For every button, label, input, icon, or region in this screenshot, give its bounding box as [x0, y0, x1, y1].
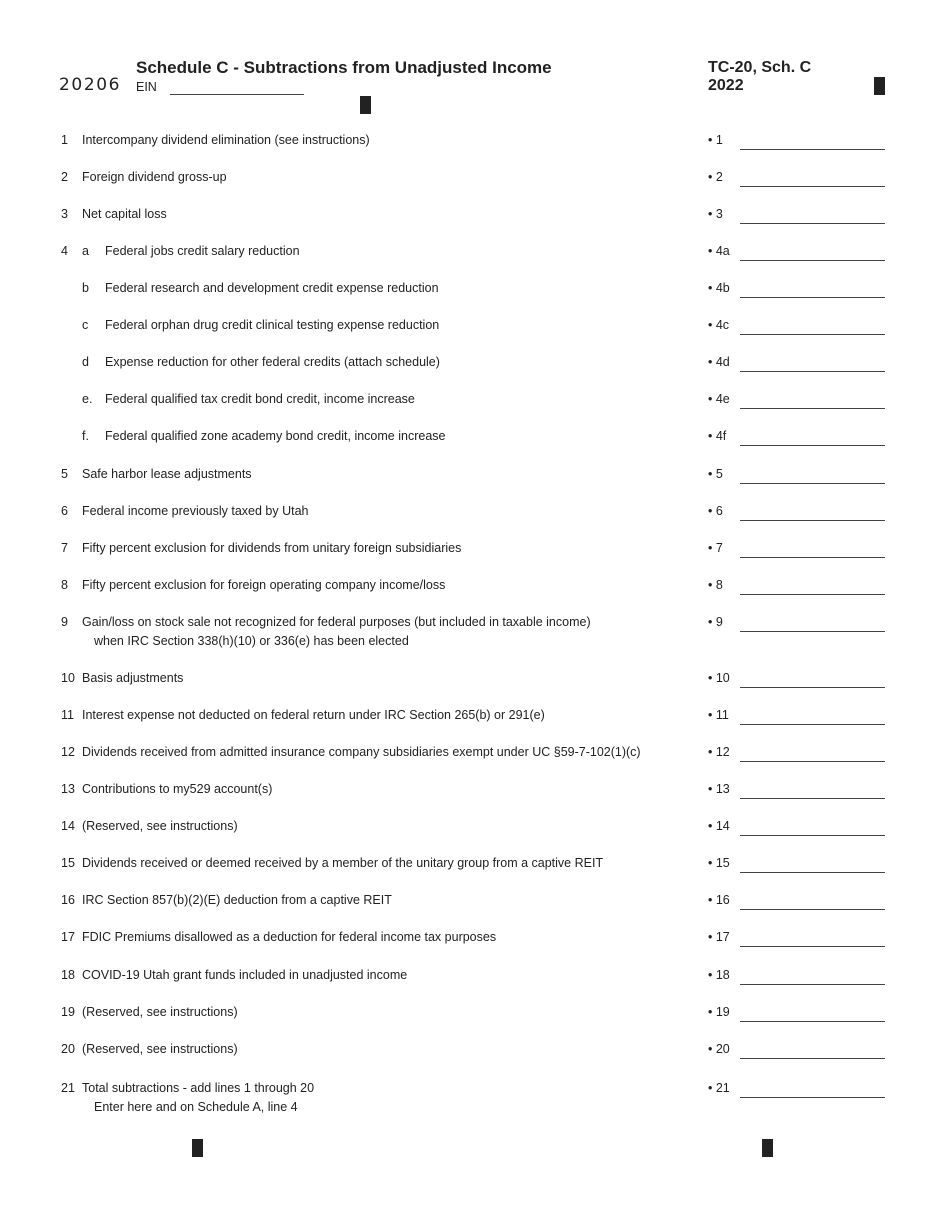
line-label: Federal orphan drug credit clinical testing expense reduction — [105, 318, 440, 332]
line-number: 12 — [61, 745, 75, 759]
line-number: 13 — [61, 782, 75, 796]
line-label: Interest expense not deducted on federal return under IRC Section 265(b) or 291(e) — [82, 708, 545, 722]
line-tag: • 14 — [708, 819, 730, 833]
line-18 — [0, 968, 950, 990]
line-label: Fifty percent exclusion for dividends from unitary foreign subsidiaries — [82, 541, 462, 555]
amount-field[interactable] — [740, 334, 885, 335]
line-label: Federal research and development credit expense reduction — [105, 281, 439, 295]
line-number: 3 — [61, 207, 68, 221]
line-4c — [0, 318, 950, 340]
page-title: Schedule C - Subtractions from Unadjusted Income — [136, 58, 552, 77]
line-10 — [0, 671, 950, 693]
line-number: 15 — [61, 856, 75, 870]
line-label: Federal income previously taxed by Utah — [82, 504, 309, 518]
amount-field[interactable] — [740, 946, 885, 947]
line-3 — [0, 207, 950, 229]
line-sub-letter: e. — [82, 392, 93, 406]
line-sub-letter: b — [82, 281, 89, 295]
line-label: FDIC Premiums disallowed as a deduction for federal income tax purposes — [82, 930, 497, 944]
line-13 — [0, 782, 950, 804]
amount-field[interactable] — [740, 260, 885, 261]
line-20 — [0, 1042, 950, 1064]
line-number: 1 — [61, 133, 68, 147]
registration-mark-top-right — [874, 77, 885, 95]
line-number: 9 — [61, 615, 68, 629]
amount-field[interactable] — [740, 297, 885, 298]
line-label: Basis adjustments — [82, 671, 184, 685]
line-number: 20 — [61, 1042, 75, 1056]
line-label: IRC Section 857(b)(2)(E) deduction from a captive REIT — [82, 893, 392, 907]
amount-field[interactable] — [740, 520, 885, 521]
line-tag: • 3 — [708, 207, 723, 221]
line-tag: • 13 — [708, 782, 730, 796]
line-4e — [0, 392, 950, 414]
line-tag: • 6 — [708, 504, 723, 518]
registration-mark-top-center — [360, 96, 371, 114]
line-label: (Reserved, see instructions) — [82, 1042, 238, 1056]
line-6 — [0, 504, 950, 526]
amount-field[interactable] — [740, 761, 885, 762]
line-number: 11 — [61, 708, 74, 722]
line-tag: • 4c — [708, 318, 730, 332]
line-14 — [0, 819, 950, 841]
amount-field[interactable] — [740, 724, 885, 725]
line-label: COVID-19 Utah grant funds included in unadjusted income — [82, 968, 408, 982]
line-tag: • 4e — [708, 392, 730, 406]
line-number: 14 — [61, 819, 75, 833]
line-19 — [0, 1005, 950, 1027]
registration-mark-bottom-right — [762, 1139, 773, 1157]
amount-field[interactable] — [740, 872, 885, 873]
amount-field[interactable] — [740, 186, 885, 187]
line-number: 2 — [61, 170, 68, 184]
line-tag: • 18 — [708, 968, 730, 982]
line-tag: • 2 — [708, 170, 723, 184]
amount-field[interactable] — [740, 149, 885, 150]
line-tag: • 19 — [708, 1005, 730, 1019]
line-number: 18 — [61, 968, 75, 982]
line-4d — [0, 355, 950, 377]
line-label: Net capital loss — [82, 207, 167, 221]
line-label: Dividends received or deemed received by a member of the unitary group from a captive REIT — [82, 856, 604, 870]
line-tag: • 4d — [708, 355, 730, 369]
form-code-label: TC-20, Sch. C — [708, 59, 812, 76]
line-11 — [0, 708, 950, 730]
line-label: Intercompany dividend elimination (see instructions) — [82, 133, 370, 147]
amount-field[interactable] — [740, 1097, 885, 1098]
ein-label: EIN — [136, 80, 157, 94]
line-number: 21 — [61, 1081, 75, 1095]
line-number: 7 — [61, 541, 68, 555]
line-label: Federal jobs credit salary reduction — [105, 244, 300, 258]
line-tag: • 16 — [708, 893, 730, 907]
line-label: Federal qualified zone academy bond credit, income increase — [105, 429, 446, 443]
amount-field[interactable] — [740, 483, 885, 484]
amount-field[interactable] — [740, 798, 885, 799]
amount-field[interactable] — [740, 909, 885, 910]
line-tag: • 9 — [708, 615, 723, 629]
line-tag: • 7 — [708, 541, 723, 555]
amount-field[interactable] — [740, 223, 885, 224]
line-5 — [0, 467, 950, 489]
amount-field[interactable] — [740, 557, 885, 558]
line-tag: • 8 — [708, 578, 723, 592]
amount-field[interactable] — [740, 408, 885, 409]
line-4f — [0, 429, 950, 451]
amount-field[interactable] — [740, 1021, 885, 1022]
line-label: Fifty percent exclusion for foreign operating company income/loss — [82, 578, 446, 592]
line-sub-letter: d — [82, 355, 89, 369]
line-label: Contributions to my529 account(s) — [82, 782, 273, 796]
line-label: Total subtractions - add lines 1 through 20 — [82, 1081, 315, 1095]
line-label: Expense reduction for other federal credits (attach schedule) — [105, 355, 440, 369]
line-1 — [0, 133, 950, 155]
line-number: 17 — [61, 930, 75, 944]
line-number: 19 — [61, 1005, 75, 1019]
amount-field[interactable] — [740, 631, 885, 632]
line-16 — [0, 893, 950, 915]
line-tag: • 4f — [708, 429, 727, 443]
line-sub-letter: f. — [82, 429, 89, 443]
line-label: Federal qualified tax credit bond credit, income increase — [105, 392, 415, 406]
amount-field[interactable] — [740, 984, 885, 985]
line-tag: • 5 — [708, 467, 723, 481]
line-tag: • 15 — [708, 856, 730, 870]
line-label: (Reserved, see instructions) — [82, 1005, 238, 1019]
line-label: Foreign dividend gross-up — [82, 170, 227, 184]
line-tag: • 10 — [708, 671, 730, 685]
line-label: Gain/loss on stock sale not recognized for federal purposes (but included in taxable income) — [82, 615, 591, 629]
line-number: 8 — [61, 578, 68, 592]
line-tag: • 4a — [708, 244, 730, 258]
line-number: 16 — [61, 893, 75, 907]
line-tag: • 11 — [708, 708, 729, 722]
line-tag: • 17 — [708, 930, 730, 944]
line-label: Safe harbor lease adjustments — [82, 467, 252, 481]
line-label-continued: Enter here and on Schedule A, line 4 — [94, 1100, 298, 1114]
ein-field[interactable] — [170, 94, 304, 95]
line-4b — [0, 281, 950, 303]
line-label: Dividends received from admitted insurance company subsidiaries exempt under UC §59-7-102(1)(c) — [82, 745, 641, 759]
line-number: 5 — [61, 467, 68, 481]
line-number: 10 — [61, 671, 75, 685]
line-label: (Reserved, see instructions) — [82, 819, 238, 833]
line-9 — [0, 615, 950, 648]
line-12 — [0, 745, 950, 767]
registration-mark-bottom-left — [192, 1139, 203, 1157]
line-tag: • 21 — [708, 1081, 730, 1095]
line-tag: • 4b — [708, 281, 730, 295]
line-tag: • 12 — [708, 745, 730, 759]
line-17 — [0, 930, 950, 952]
amount-field[interactable] — [740, 687, 885, 688]
line-sub-letter: a — [82, 244, 89, 258]
amount-field[interactable] — [740, 594, 885, 595]
line-7 — [0, 541, 950, 563]
amount-field[interactable] — [740, 1058, 885, 1059]
form-number: 20206 — [59, 75, 122, 95]
line-number: 4 — [61, 244, 68, 258]
line-tag: • 1 — [708, 133, 723, 147]
line-15 — [0, 856, 950, 878]
line-tag: • 20 — [708, 1042, 730, 1056]
line-label-continued: when IRC Section 338(h)(10) or 336(e) has been elected — [94, 634, 409, 648]
line-2 — [0, 170, 950, 192]
amount-field[interactable] — [740, 835, 885, 836]
line-21 — [0, 1081, 950, 1114]
form-code — [708, 59, 811, 95]
line-4a — [0, 244, 950, 266]
line-sub-letter: c — [82, 318, 89, 332]
form-year: 2022 — [708, 77, 744, 94]
line-number: 6 — [61, 504, 68, 518]
amount-field[interactable] — [740, 371, 885, 372]
amount-field[interactable] — [740, 445, 885, 446]
line-8 — [0, 578, 950, 600]
